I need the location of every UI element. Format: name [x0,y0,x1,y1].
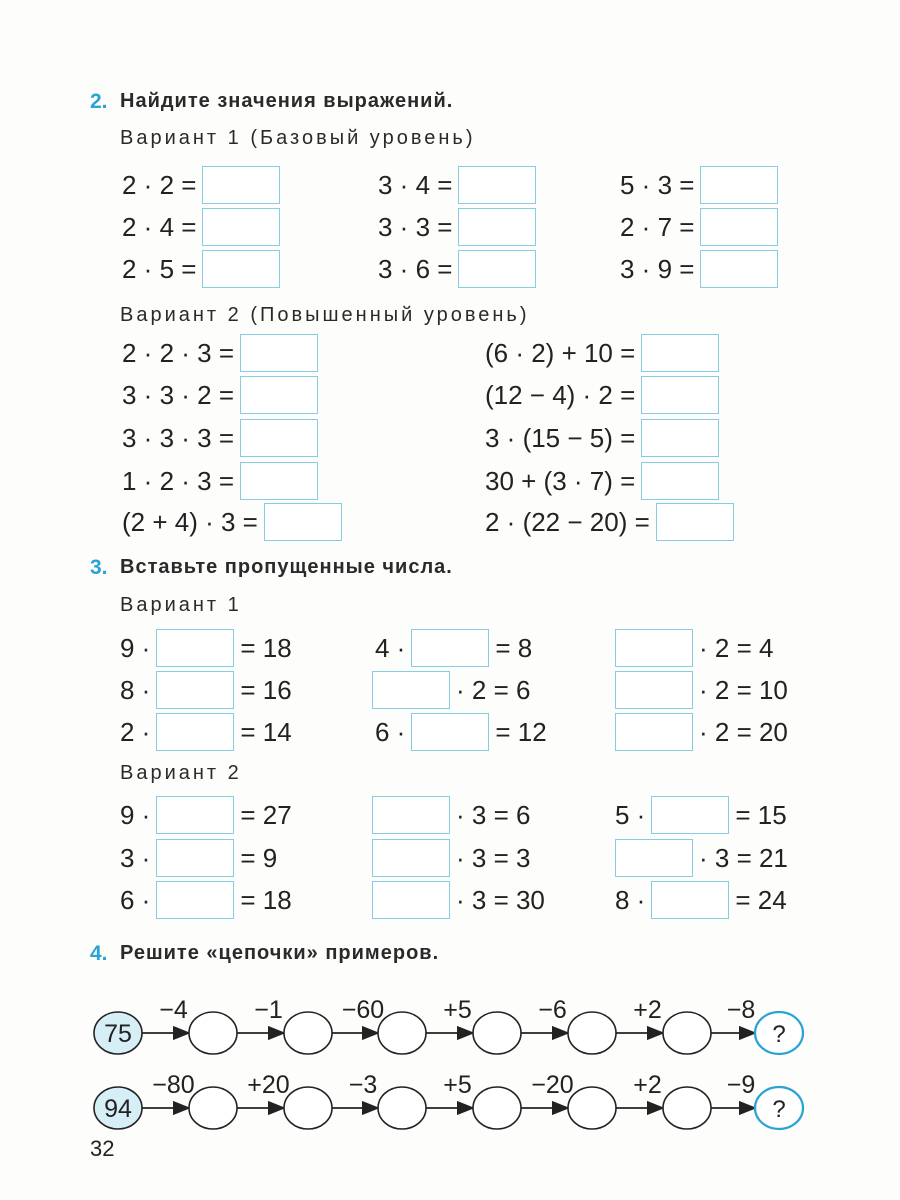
expression-suffix: = 12 [495,716,547,747]
expression-suffix: · 3 = 3 [456,842,531,873]
blank-circle [284,1087,332,1129]
missing-number-item [372,670,530,710]
answer-box[interactable] [411,629,489,667]
operation-label: −60 [341,996,385,1024]
answer-box[interactable] [615,671,693,709]
missing-number-item [120,712,292,752]
answer-box[interactable] [156,629,234,667]
task-3-number: 3. [90,556,108,579]
answer-box[interactable] [156,839,234,877]
chains-diagram [0,980,900,1150]
expression-prefix: 9 · [120,632,151,663]
missing-number-item [120,838,277,878]
expression-text: 2 · 2 = [122,169,197,200]
operation-label: +20 [247,1071,290,1099]
expression-item [620,207,784,247]
expression-text: 2 · (22 − 20) = [485,506,650,537]
expression-text: 5 · 3 = [620,169,695,200]
task-3-variant-1-heading: Вариант 1 [120,594,242,616]
blank-circle [378,1087,426,1129]
expression-suffix: = 15 [735,799,787,830]
task-4-number: 4. [90,942,108,965]
operation-label: −20 [531,1071,574,1099]
operation-label: +5 [443,1071,472,1099]
expression-text: (2 + 4) · 3 = [122,506,258,537]
blank-circle [568,1087,616,1129]
missing-number-item [120,628,292,668]
answer-box[interactable] [615,629,693,667]
expression-item [122,461,324,501]
expression-suffix: · 2 = 10 [699,674,788,705]
expression-item [378,207,542,247]
expression-item [485,502,740,542]
task-2-title: Найдите значения выражений. [120,90,454,112]
expression-suffix: = 18 [240,632,292,663]
expression-suffix: · 3 = 30 [456,884,545,915]
answer-box[interactable] [240,376,318,414]
missing-number-item [120,670,292,710]
expression-text: 2 · 2 · 3 = [122,337,234,368]
blank-circle [473,1087,521,1129]
answer-box[interactable] [656,503,734,541]
answer-box[interactable] [615,839,693,877]
expression-prefix: 5 · [615,799,646,830]
expression-text: 3 · 3 = [378,211,453,242]
expression-item [122,333,324,373]
missing-number-item [372,795,530,835]
answer-box[interactable] [651,796,729,834]
missing-number-item [372,838,530,878]
answer-box[interactable] [240,419,318,457]
answer-box[interactable] [641,376,719,414]
operation-label: −6 [538,996,567,1024]
answer-box[interactable] [156,713,234,751]
expression-item [122,165,286,205]
operation-label: −4 [159,996,188,1024]
answer-box[interactable] [700,208,778,246]
expression-prefix: 2 · [120,716,151,747]
blank-circle [284,1012,332,1054]
expression-prefix: 8 · [615,884,646,915]
expression-item [378,249,542,289]
missing-number-item [375,628,532,668]
answer-box[interactable] [641,334,719,372]
expression-item [620,249,784,289]
expression-suffix: = 27 [240,799,292,830]
expression-text: 2 · 5 = [122,253,197,284]
answer-box[interactable] [202,166,280,204]
start-number: 75 [104,1020,132,1048]
answer-box[interactable] [202,208,280,246]
result-placeholder: ? [772,1096,786,1123]
expression-text: 3 · 6 = [378,253,453,284]
expression-text: 3 · 3 · 2 = [122,379,234,410]
answer-box[interactable] [651,881,729,919]
missing-number-item [615,628,773,668]
answer-box[interactable] [156,881,234,919]
answer-box[interactable] [411,713,489,751]
operation-label: +2 [633,996,662,1024]
operation-label: +2 [633,1071,662,1099]
expression-item [122,418,324,458]
expression-text: 3 · 3 · 3 = [122,422,234,453]
expression-text: 1 · 2 · 3 = [122,465,234,496]
operation-label: +5 [443,996,472,1024]
missing-number-item [120,880,292,920]
expression-item [620,165,784,205]
answer-box[interactable] [240,462,318,500]
expression-item [122,207,286,247]
answer-box[interactable] [240,334,318,372]
expression-text: 3 · 9 = [620,253,695,284]
blank-circle [378,1012,426,1054]
start-number: 94 [104,1095,132,1123]
expression-suffix: · 2 = 6 [456,674,531,705]
answer-box[interactable] [264,503,342,541]
answer-box[interactable] [615,713,693,751]
missing-number-item [615,712,788,752]
blank-circle [663,1087,711,1129]
expression-text: 30 + (3 · 7) = [485,465,636,496]
blank-circle [663,1012,711,1054]
task-2-variant-1-heading: Вариант 1 (Базовый уровень) [120,127,476,149]
task-3-title: Вставьте пропущенные числа. [120,556,453,578]
expression-prefix: 8 · [120,674,151,705]
expression-suffix: · 2 = 4 [699,632,774,663]
blank-circle [189,1087,237,1129]
task-3-variant-2-heading: Вариант 2 [120,762,242,784]
answer-box[interactable] [700,166,778,204]
expression-prefix: 6 · [120,884,151,915]
answer-box[interactable] [372,881,450,919]
expression-text: (12 − 4) · 2 = [485,379,636,410]
missing-number-item [615,670,788,710]
blank-circle [473,1012,521,1054]
expression-text: 3 · 4 = [378,169,453,200]
expression-suffix: · 2 = 20 [699,716,788,747]
expression-prefix: 4 · [375,632,406,663]
answer-box[interactable] [156,796,234,834]
page-number: 32 [90,1136,115,1161]
expression-prefix: 9 · [120,799,151,830]
result-placeholder: ? [772,1021,786,1048]
task-2-number: 2. [90,90,108,113]
expression-item [485,333,725,373]
expression-item [122,502,348,542]
expression-item [485,461,725,501]
operation-label: −8 [726,996,756,1024]
answer-box[interactable] [458,166,536,204]
expression-suffix: = 14 [240,716,292,747]
expression-text: 2 · 7 = [620,211,695,242]
answer-box[interactable] [700,250,778,288]
expression-suffix: = 16 [240,674,292,705]
missing-number-item [375,712,547,752]
expression-text: 2 · 4 = [122,211,197,242]
expression-suffix: = 24 [735,884,787,915]
answer-box[interactable] [372,796,450,834]
answer-box[interactable] [156,671,234,709]
expression-suffix: · 3 = 21 [699,842,788,873]
missing-number-item [615,880,787,920]
expression-suffix: · 3 = 6 [456,799,531,830]
answer-box[interactable] [458,208,536,246]
answer-box[interactable] [641,462,719,500]
expression-item [122,375,324,415]
expression-prefix: 6 · [375,716,406,747]
blank-circle [568,1012,616,1054]
operation-label: −80 [152,1071,195,1099]
answer-box[interactable] [372,839,450,877]
missing-number-item [615,795,787,835]
expression-text: (6 · 2) + 10 = [485,337,636,368]
missing-number-item [120,795,292,835]
expression-item [485,418,725,458]
missing-number-item [615,838,788,878]
expression-item [485,375,725,415]
blank-circle [189,1012,237,1054]
missing-number-item [372,880,545,920]
expression-text: 3 · (15 − 5) = [485,422,636,453]
expression-suffix: = 18 [240,884,292,915]
expression-item [122,249,286,289]
task-2-variant-2-heading: Вариант 2 (Повышенный уровень) [120,304,530,326]
expression-suffix: = 9 [240,842,278,873]
answer-box[interactable] [458,250,536,288]
operation-label: −1 [254,996,283,1024]
expression-item [378,165,542,205]
expression-suffix: = 8 [495,632,533,663]
expression-prefix: 3 · [120,842,151,873]
operation-label: −3 [348,1071,378,1099]
task-4-title: Решите «цепочки» примеров. [120,942,440,964]
answer-box[interactable] [372,671,450,709]
operation-label: −9 [726,1071,756,1099]
answer-box[interactable] [202,250,280,288]
answer-box[interactable] [641,419,719,457]
